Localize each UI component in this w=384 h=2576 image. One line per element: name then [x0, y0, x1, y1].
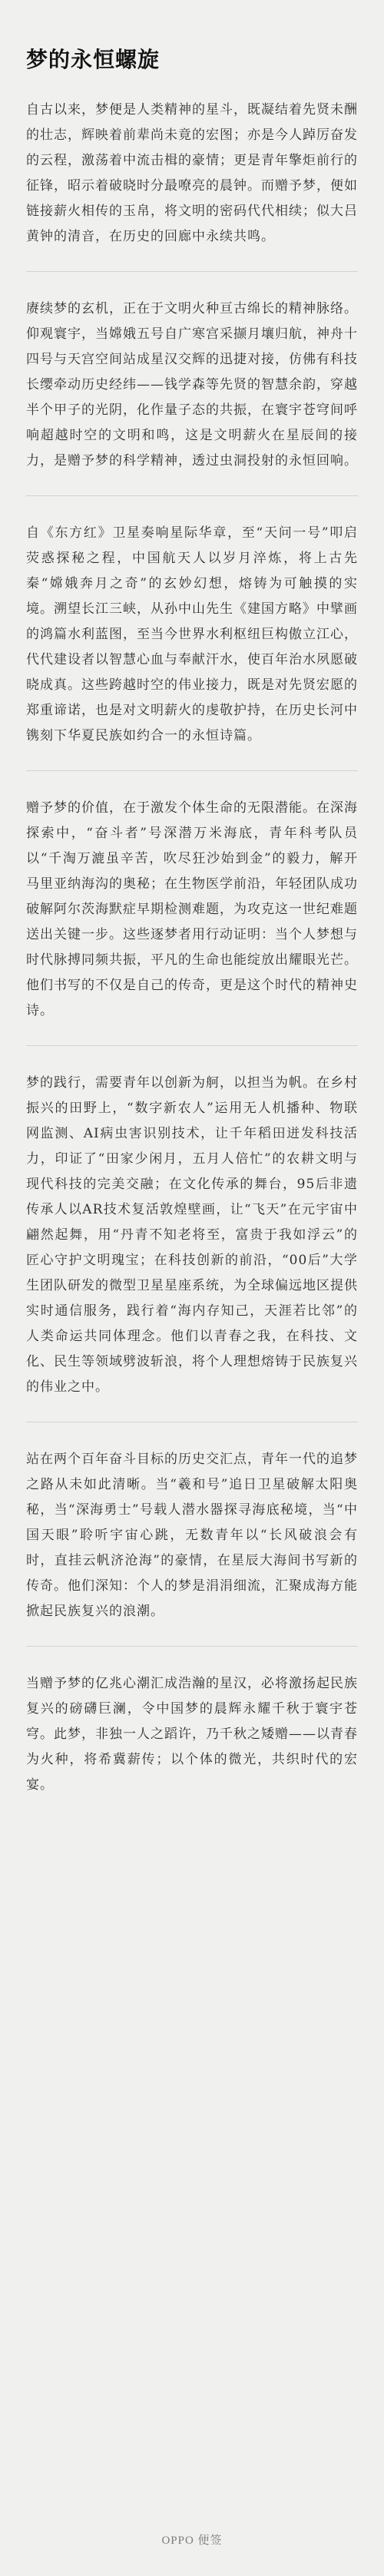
title-area — [26, 45, 358, 75]
section-4 — [26, 770, 358, 1024]
app-footer — [0, 2531, 384, 2548]
paragraph-5: 梦的践行，需要青年以创新为舸，以担当为帆。在乡村振兴的田野上，“数字新农人”运用无人机播种、物联网监测、AI病虫害识别技术，让千年稻田迸发科技活力，印证了“田家少闲月，五月人倍忙”的农耕文明与现代科技的完美交融；在文化传承的舞台，95后非遗传承人以AR技术复活敦煌壁画，让“飞天”在元宇宙中翩然起舞，用“丹青不知老将至，富贵于我如浮云”的匠心守护文明瑰宝；在科技创新的前沿，“00后”大学生团队研发的微型卫星星座系统，为全球偏远地区提供实时通信服务，践行着“海内存知己，天涯若比邻”的人类命运共同体理念。他们以青春之我，在科技、文化、民生等领域劈波斩浪，将个人理想熔铸于民族复兴的伟业之中。 — [26, 1075, 358, 1395]
section-3 — [26, 495, 358, 749]
section-5 — [26, 1045, 358, 1400]
section-6 — [26, 1422, 358, 1624]
section-1 — [26, 98, 358, 250]
paragraph-2: 赓续梦的玄机，正在于文明火种亘古绵长的精神脉络。仰观寰宇，当嫦娥五号自广寒宫采撷月壤归航，神舟十四号与天宫空间站成星汉交辉的迅捷对接，仿佛有科技长缨牵动历史经纬——钱学森等先贤的智慧余韵，穿越半个甲子的光阴，化作量子态的共振，在寰宇苍穹间呼响超越时空的文明和鸣，这是文明薪火在星辰间的接力，是赠予梦的科学精神，透过虫洞投射的永恒回响。 — [26, 301, 358, 469]
paragraph-1: 自古以来，梦便是人类精神的星斗，既凝结着先贤未酬的壮志，辉映着前辈尚未竟的宏图；亦是今人踔厉奋发的云程，激荡着中流击楫的豪情；更是青年擎炬前行的征锋，昭示着破晓时分最嘹亮的晨钟。而赠予梦，便如链接薪火相传的玉帛，将文明的密码代代相续；似大吕黄钟的清音，在历史的回廊中永续共鸣。 — [26, 102, 358, 244]
article-content — [26, 98, 358, 1798]
paragraph-3: 自《东方红》卫星奏响星际华章，至“天问一号”叩启荧惑探秘之程，中国航天人以岁月淬炼，将上古先秦“嫦娥奔月之奇”的玄妙幻想，熔铸为可触摸的实境。溯望长江三峡，从孙中山先生《建国方略》中擘画的鸿篇水利蓝图，至当今世界水利枢纽巨构傲立江心，代代建设者以智慧心血与奉献汗水，使百年治水夙愿破晓成真。这些跨越时空的伟业接力，既是对先贤宏愿的郑重谛诺，也是对文明薪火的虔敬护持，在历史长河中镌刻下华夏民族如约合一的永恒诗篇。 — [26, 525, 358, 743]
section-2 — [26, 271, 358, 474]
paragraph-7: 当赠予梦的亿兆心潮汇成浩瀚的星汉，必将激扬起民族复兴的磅礴巨澜，令中国梦的晨辉永耀千秋于寰宇苍穹。此梦，非独一人之蹈许，乃千秋之矮赠——以青春为火种，将希冀薪传；以个体的微光，共织时代的宏宴。 — [26, 1676, 358, 1793]
paragraph-6: 站在两个百年奋斗目标的历史交汇点，青年一代的追梦之路从未如此清晰。当“羲和号”追日卫星破解太阳奥秘，当“深海勇士”号载人潜水器探寻海底秘境，当“中国天眼”聆听宇宙心跳，无数青年以“长风破浪会有时，直挂云帆济沧海”的豪情，在星辰大海间书写新的传奇。他们深知：个人的梦是涓涓细流，汇聚成海方能掀起民族复兴的浪潮。 — [26, 1452, 358, 1619]
footer-brand: OPPO 便签 — [161, 2535, 223, 2547]
section-7 — [26, 1646, 358, 1798]
paragraph-4: 赠予梦的价值，在于激发个体生命的无限潜能。在深海探索中，“奋斗者”号深潜万米海底，青年科考队员以“千淘万漉虽辛苦，吹尽狂沙始到金”的毅力，解开马里亚纳海沟的奥秘；在生物医学前沿，年轻团队成功破解阿尔茨海默症早期检测难题，为攻克这一世纪难题送出关键一步。这些逐梦者用行动证明：当个人梦想与时代脉搏同频共振，平凡的生命也能绽放出耀眼光芒。他们书写的不仅是自己的传奇，更是这个时代的精神史诗。 — [26, 800, 358, 1018]
page-title: 梦的永恒螺旋 — [26, 47, 161, 72]
